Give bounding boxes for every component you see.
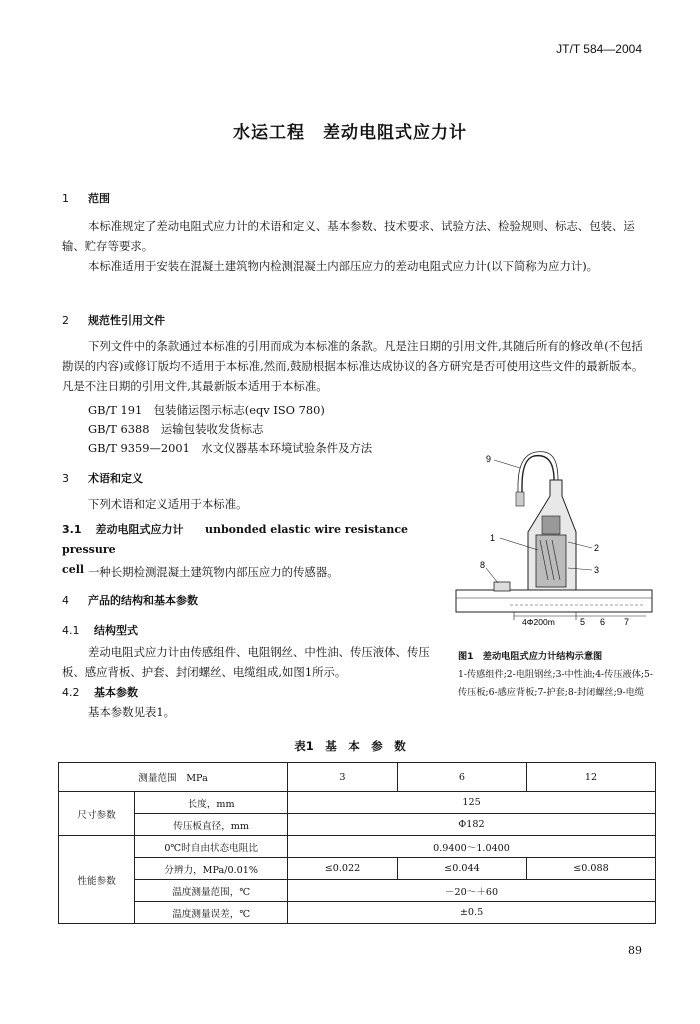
section-4-heading (62, 592, 198, 608)
fig-label: 7 (624, 617, 630, 627)
table-row (59, 902, 656, 924)
subsection-4-2-heading (62, 684, 138, 700)
table-row (59, 836, 656, 858)
row-label: 分辨力，MPa/0.01% (135, 858, 288, 880)
header-col: 12 (526, 763, 655, 792)
fig-label: 8 (480, 560, 486, 570)
header-col: 3 (288, 763, 398, 792)
row-label: 温度测量范围，℃ (135, 880, 288, 902)
subsection-title: 结构型式 (94, 624, 138, 637)
figure-1-diagram (450, 440, 660, 640)
sec1-paragraph-1: 本标准规定了差动电阻式应力计的术语和定义、基本参数、技术要求、试验方法、检验规则、标志、包装、运输、贮存等要求。 (62, 219, 635, 253)
sec1-paragraph-2: 本标准适用于安装在混凝土建筑物内检测混凝土内部压应力的差动电阻式应力计(以下简称为应力计)。 (88, 259, 599, 273)
subsection-title: 基本参数 (94, 686, 138, 699)
section-title: 产品的结构和基本参数 (88, 594, 198, 607)
header-col: 6 (397, 763, 526, 792)
row-label: 温度测量误差，℃ (135, 902, 288, 924)
header-label: 测量范围 MPa (59, 763, 288, 792)
group-label: 性能参数 (59, 836, 135, 924)
section-3-heading (62, 470, 143, 486)
reference-item: GB/T 191 包装储运图示标志(eqv ISO 780) (88, 403, 325, 417)
row-value: ≤0.088 (526, 858, 655, 880)
term-english: unbonded elastic wire resistance pressure (62, 523, 409, 556)
section-title: 范围 (88, 192, 110, 205)
row-label: 0℃时自由状态电阻比 (135, 836, 288, 858)
page-number: 89 (628, 944, 642, 957)
table-header-row (59, 763, 656, 792)
row-value: －20～＋60 (288, 880, 656, 902)
sealing-screw (494, 582, 510, 591)
fig-label: 6 (600, 617, 606, 627)
row-value: Φ182 (288, 814, 656, 836)
figure-1-caption (458, 648, 658, 702)
reference-item: GB/T 6388 运输包装收发货标志 (88, 422, 264, 436)
table-row (59, 792, 656, 814)
subsection-4-1-heading (62, 622, 138, 638)
row-label: 长度，mm (135, 792, 288, 814)
section-title: 规范性引用文件 (88, 314, 165, 327)
row-value: 125 (288, 792, 656, 814)
section-1-heading (62, 190, 110, 206)
sec2-paragraph-1: 下列文件中的条款通过本标准的引用而成为本标准的条款。凡是注日期的引用文件,其随后所有的修改单(不包括勘误的内容)或修订版均不适用于本标准,然而,鼓励根据本标准达成协议的各方研究是否可使用这些文件的最新版本。凡是不注日期的引用文件,其最新版本适用于本标准。 (62, 339, 644, 393)
sec4-1-paragraph: 差动电阻式应力计由传感组件、电阻钢丝、中性油、传压液体、传压板、感应背板、护套、封闭螺丝、电缆组成,如图1所示。 (62, 645, 430, 679)
term-chinese: 差动电阻式应力计 (95, 523, 184, 536)
subsection-number: 4.1 (62, 624, 80, 637)
document-title: 水运工程 差动电阻式应力计 (233, 123, 467, 143)
pressure-plate (456, 590, 652, 612)
reference-item: GB/T 9359—2001 水文仪器基本环境试验条件及方法 (88, 441, 373, 455)
section-2-heading (62, 312, 165, 328)
fig-label: 3 (594, 565, 600, 575)
term-english-cont: cell (62, 563, 85, 576)
section-number: 4 (62, 594, 69, 607)
row-label: 传压板直径，mm (135, 814, 288, 836)
sec4-2-paragraph: 基本参数见表1。 (88, 705, 175, 719)
parameters-table (58, 762, 656, 924)
fig-label: 5 (580, 617, 586, 627)
table-row (59, 814, 656, 836)
table-row (59, 880, 656, 902)
standard-code: JT/T 584—2004 (556, 42, 642, 56)
sec3-paragraph-1: 下列术语和定义适用于本标准。 (88, 497, 248, 511)
table-row (59, 858, 656, 880)
row-value: ±0.5 (288, 902, 656, 924)
section-number: 1 (62, 192, 69, 205)
term-number: 3.1 (62, 523, 82, 536)
group-label: 尺寸参数 (59, 792, 135, 836)
figure-caption-title: 图1 差动电阻式应力计结构示意图 (458, 651, 603, 662)
subsection-number: 4.2 (62, 686, 80, 699)
fig-label: 2 (594, 543, 600, 553)
row-value: 0.9400～1.0400 (288, 836, 656, 858)
row-value: ≤0.044 (397, 858, 526, 880)
figure-caption-body: 1-传感组件;2-电阻钢丝;3-中性油;4-传压液体;5-传压板;6-感应背板;7-护套;8-封闭螺丝;9-电缆 (458, 669, 653, 698)
section-number: 3 (62, 472, 69, 485)
term-definition: 一种长期检测混凝土建筑物内部压应力的传感器。 (88, 565, 339, 579)
row-value: ≤0.022 (288, 858, 398, 880)
section-title: 术语和定义 (88, 472, 143, 485)
fig-dimension: 4Φ200m (522, 617, 555, 627)
table-1-caption: 表1 基 本 参 数 (294, 739, 406, 753)
section-number: 2 (62, 314, 69, 327)
fig-label: 9 (486, 454, 492, 464)
fig-label: 1 (490, 533, 496, 543)
